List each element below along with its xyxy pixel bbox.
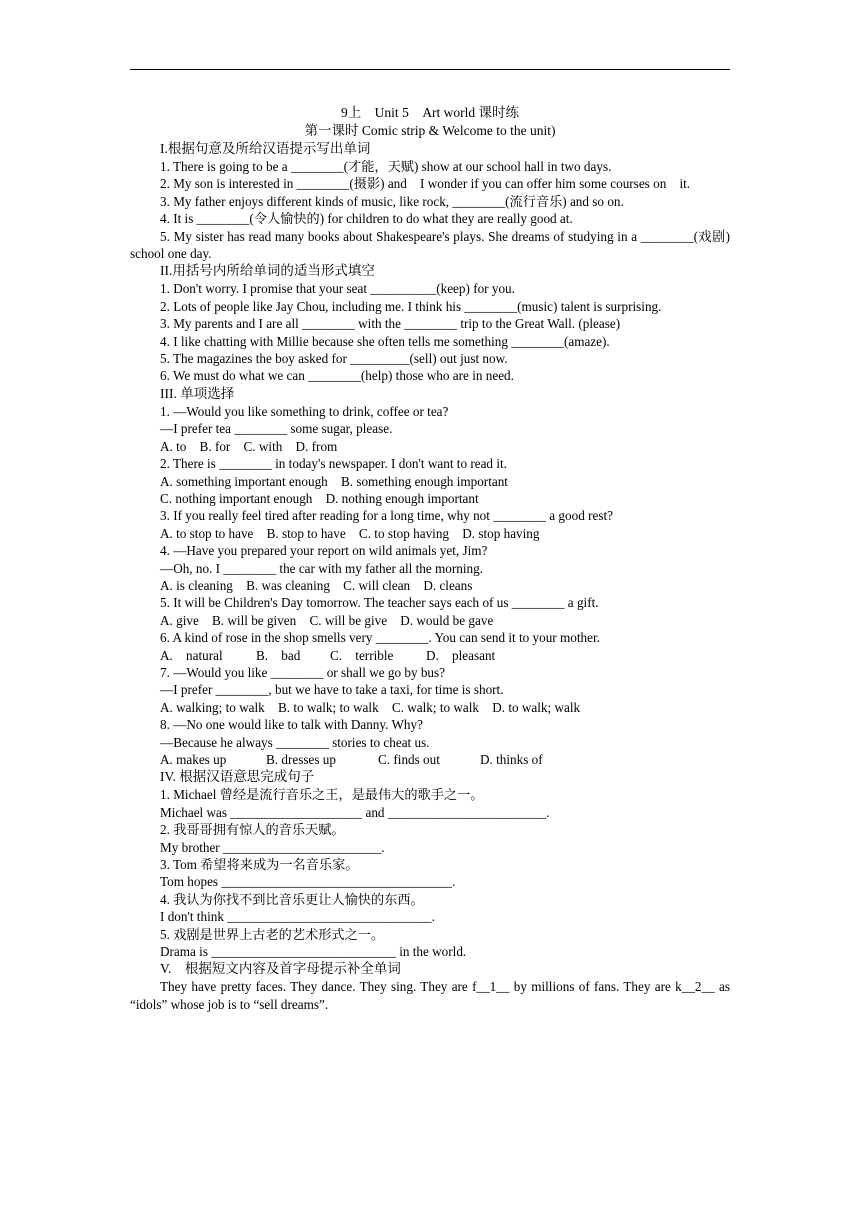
q2-stem: 2. There is ________ in today's newspaper. I don't want to read it. xyxy=(160,456,507,472)
q8-stem: 8. —No one would like to talk with Danny. Why? xyxy=(160,717,423,733)
q4-reply: —Oh, no. I ________ the car with my father all the morning. xyxy=(160,560,484,576)
q4-options: A. is cleaning B. was cleaning C. will clean D. cleans xyxy=(160,577,473,593)
section-2-heading: II.用括号内所给单词的适当形式填空 xyxy=(160,263,375,279)
s1-item-4: 4. It is ________(令人愉快的) for children to do what they are really good at. xyxy=(160,211,573,227)
s4-item-4-en: I don't think _______________________________. xyxy=(160,909,435,925)
page-title: 9上 Unit 5 Art world 课时练 xyxy=(340,105,520,120)
q8-option-a: A. makes up xyxy=(160,752,227,767)
section-1-heading: I.根据句意及所给汉语提示写出单词 xyxy=(160,141,371,156)
s5-passage: They have pretty faces. They dance. They sing. They are f__1__ by millions of fans. They are k__2__ as “idols” whose job is to “sell dreams”. xyxy=(130,979,730,1012)
section-4-heading: IV. 根据汉语意思完成句子 xyxy=(160,769,315,785)
q6-option-d: D. pleasant xyxy=(426,647,496,663)
q6-options xyxy=(130,647,730,664)
s1-item-3: 3. My father enjoys different kinds of music, like rock, ________(流行音乐) and so on. xyxy=(160,193,624,209)
q6-option-c: C. terrible xyxy=(330,647,394,663)
q2-options-1: A. something important enough B. something enough important xyxy=(160,473,508,489)
s4-item-3-cn: 3. Tom 希望将来成为一名音乐家。 xyxy=(160,857,359,873)
s4-item-4-cn: 4. 我认为你找不到比音乐更让人愉快的东西。 xyxy=(160,891,424,907)
q6-option-b: B. bad xyxy=(256,647,301,663)
q7-options: A. walking; to walk B. to walk; to walk C. walk; to walk D. to walk; walk xyxy=(160,699,581,715)
q3-options: A. to stop to have B. stop to have C. to stop having D. stop having xyxy=(160,525,540,541)
s4-item-2-en: My brother ________________________. xyxy=(160,839,385,855)
q6-stem: 6. A kind of rose in the shop smells very ________. You can send it to your mother. xyxy=(160,630,600,646)
q2-options-2: C. nothing important enough D. nothing enough important xyxy=(160,490,479,506)
q7-stem: 7. —Would you like ________ or shall we go by bus? xyxy=(160,664,446,680)
s2-item-4: 4. I like chatting with Millie because she often tells me something ________(amaze). xyxy=(160,333,610,349)
q5-stem: 5. It will be Children's Day tomorrow. The teacher says each of us ________ a gift. xyxy=(160,595,599,611)
s4-item-1-en: Michael was ____________________ and ________________________. xyxy=(160,804,550,820)
s2-item-5: 5. The magazines the boy asked for _________(sell) out just now. xyxy=(160,351,508,367)
q8-option-b: B. dresses up xyxy=(266,752,336,767)
q4-stem: 4. —Have you prepared your report on wild animals yet, Jim? xyxy=(160,543,488,559)
section-3-heading: III. 单项选择 xyxy=(160,385,235,401)
q1-options: A. to B. for C. with D. from xyxy=(160,438,338,454)
s1-item-1: 1. There is going to be a ________(才能，天赋) show at our school hall in two days. xyxy=(160,159,612,174)
q7-reply: —I prefer ________, but we have to take a taxi, for time is short. xyxy=(160,682,504,698)
q8-options xyxy=(130,751,730,768)
q6-option-a: A. natural xyxy=(160,647,223,663)
s4-item-2-cn: 2. 我哥哥拥有惊人的音乐天赋。 xyxy=(160,822,345,838)
s1-item-2: 2. My son is interested in ________(摄影) and I wonder if you can offer him some courses on it. xyxy=(160,176,691,192)
s4-item-3-en: Tom hopes ___________________________________. xyxy=(160,874,456,890)
s4-item-1-cn: 1. Michael 曾经是流行音乐之王，是最伟大的歌手之一。 xyxy=(160,787,484,803)
s4-item-5-en: Drama is ____________________________ in the world. xyxy=(160,944,467,960)
q5-options: A. give B. will be given C. will be give D. would be gave xyxy=(160,612,494,628)
q1-stem: 1. —Would you like something to drink, coffee or tea? xyxy=(160,403,449,419)
worksheet xyxy=(130,104,730,1013)
section-5-heading: V. 根据短文内容及首字母提示补全单词 xyxy=(160,961,401,977)
q8-option-d: D. thinks of xyxy=(480,752,543,767)
page-subtitle: 第一课时 Comic strip & Welcome to the unit) xyxy=(304,123,556,138)
q3-stem: 3. If you really feel tired after reading for a long time, why not ________ a good rest? xyxy=(160,508,613,524)
q1-reply: —I prefer tea ________ some sugar, please. xyxy=(160,421,393,437)
s1-item-5: 5. My sister has read many books about Shakespeare's plays. She dreams of studying in a ________(戏剧) school one day. xyxy=(130,228,730,262)
header-rule xyxy=(130,69,730,70)
s2-item-3: 3. My parents and I are all ________ with the ________ trip to the Great Wall. (please) xyxy=(160,316,621,332)
q8-option-c: C. finds out xyxy=(378,752,440,767)
q8-reply: —Because he always ________ stories to cheat us. xyxy=(160,734,430,750)
s2-item-2: 2. Lots of people like Jay Chou, including me. I think his ________(music) talent is surprising. xyxy=(160,298,662,314)
s2-item-1: 1. Don't worry. I promise that your seat __________(keep) for you. xyxy=(160,281,515,297)
s4-item-5-cn: 5. 戏剧是世界上古老的艺术形式之一。 xyxy=(160,926,385,942)
s2-item-6: 6. We must do what we can ________(help) those who are in need. xyxy=(160,368,514,384)
